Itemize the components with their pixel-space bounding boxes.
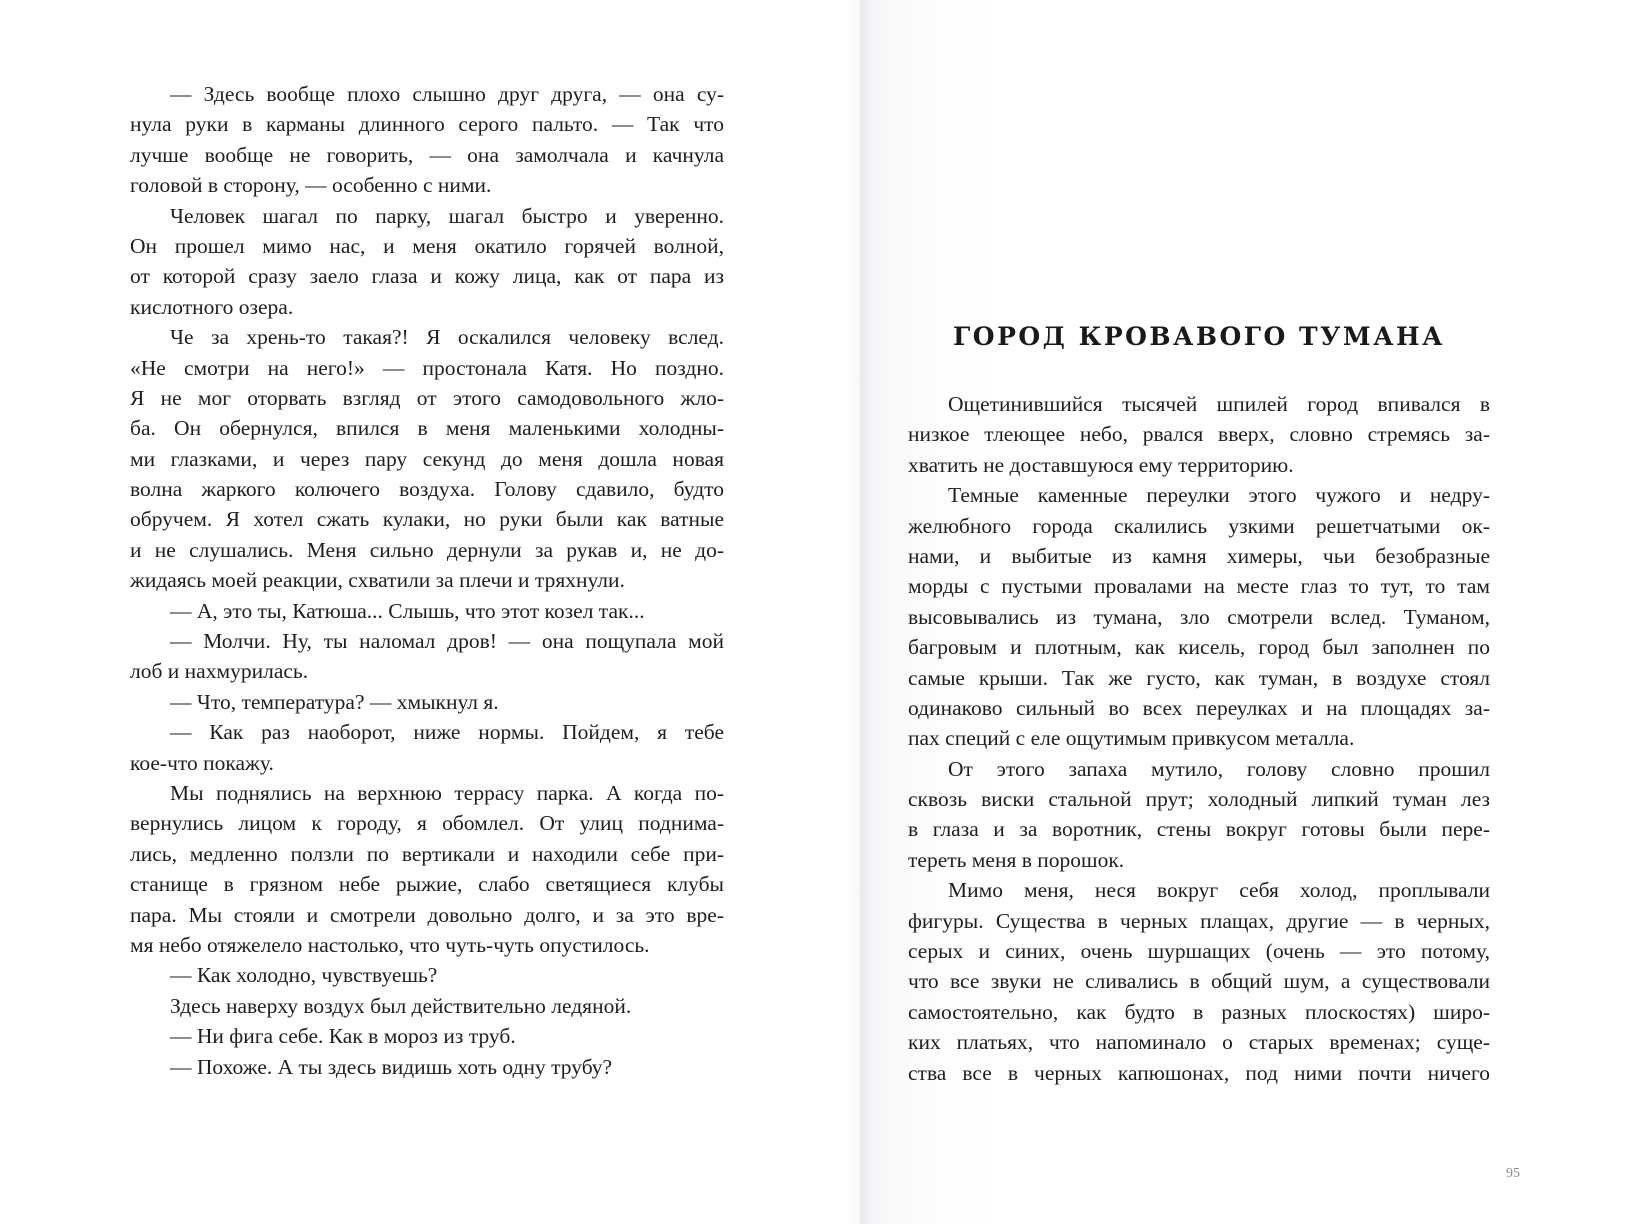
text-line: кислотного озера. bbox=[130, 294, 294, 319]
text-line: — Здесь вообще плохо слышно друг друга, — она су- bbox=[170, 82, 724, 106]
text-line: — Что, температура? — хмыкнул я. bbox=[170, 689, 499, 714]
text-line: «Не смотри на него!» — простонала Катя. Но поздно. bbox=[130, 355, 724, 380]
text-line: вернулись лицом к городу, я обомлел. От улиц поднима- bbox=[130, 811, 724, 836]
text-line: Че за хрень-то такая?! Я оскалился человеку вслед. bbox=[170, 325, 724, 350]
text-line: От этого запаха мутило, голову словно прошил bbox=[948, 756, 1490, 781]
text-line: высовывались из тумана, зло смотрели вслед. Туманом, bbox=[908, 604, 1490, 629]
text-line: ства все в черных капюшонах, под ними почти ничего bbox=[908, 1060, 1490, 1085]
text-line: обручем. Я хотел сжать кулаки, но руки были как ватные bbox=[130, 507, 724, 532]
text-line: и не слушались. Меня сильно дернули за рукав и, не до- bbox=[130, 537, 724, 562]
right-page-body-text bbox=[908, 389, 1490, 1088]
text-line: пах специй с еле ощутимым привкусом металла. bbox=[908, 726, 1355, 751]
text-line: — Молчи. Ну, ты наломал дров! — она пощупала мой bbox=[170, 629, 724, 654]
text-line: Ощетинившийся тысячей шпилей город впивался в bbox=[948, 392, 1490, 416]
text-line: нами, и выбитые из камня химеры, чьи безобразные bbox=[908, 543, 1490, 568]
text-line: багровым и плотным, как кисель, город был заполнен по bbox=[908, 635, 1490, 660]
text-line: самостоятельно, как будто в разных плоскостях) широ- bbox=[908, 999, 1490, 1024]
page-number: 95 bbox=[1506, 1166, 1520, 1181]
text-line: в глаза и за воротник, стены вокруг готовы были пере- bbox=[908, 817, 1490, 842]
text-line: сквозь виски стальной прут; холодный липкий туман лез bbox=[908, 787, 1490, 812]
text-line: ба. Он обернулся, впился в меня маленькими холодны- bbox=[130, 416, 724, 441]
text-line: лись, медленно ползли по вертикали и находили себе при- bbox=[130, 841, 724, 866]
text-line: кое-что покажу. bbox=[130, 750, 274, 775]
text-line: пара. Мы стояли и смотрели довольно долго, и за это вре- bbox=[130, 902, 724, 927]
text-line: Темные каменные переулки этого чужого и недру- bbox=[948, 483, 1490, 508]
text-line: одинаково сильный во всех переулках и на площадях за- bbox=[908, 695, 1490, 720]
text-line: Мы поднялись на верхнюю террасу парка. А когда по- bbox=[170, 780, 724, 805]
text-line: фигуры. Существа в черных плащах, другие — в черных, bbox=[908, 908, 1490, 933]
chapter-title: ГОРОД КРОВАВОГО ТУМАНА bbox=[953, 322, 1445, 351]
text-line: низкое тлеющее небо, рвался вверх, словно стремясь за- bbox=[908, 422, 1490, 447]
text-line: волна жаркого колючего воздуха. Голову сдавило, будто bbox=[130, 477, 724, 502]
text-line: жидаясь моей реакции, схватили за плечи и тряхнули. bbox=[130, 568, 625, 593]
text-line: лоб и нахмурилась. bbox=[130, 659, 309, 684]
text-line: лучше вообще не говорить, — она замолчала и качнула bbox=[130, 142, 724, 167]
text-line: Я не мог оторвать взгляд от этого самодовольного жло- bbox=[130, 385, 724, 410]
text-line: Здесь наверху воздух был действительно ледяной. bbox=[170, 993, 632, 1018]
text-line: от которой сразу заело глаза и кожу лица, как от пара из bbox=[130, 264, 724, 289]
text-line: хватить не доставшуюся ему территорию. bbox=[908, 452, 1294, 477]
text-line: станище в грязном небе рыжие, слабо светящиеся клубы bbox=[130, 872, 724, 897]
text-line: Он прошел мимо нас, и меня окатило горячей волной, bbox=[130, 233, 724, 258]
text-line: головой в сторону, — особенно с ними. bbox=[130, 173, 492, 198]
text-line: ми глазками, и через пару секунд до меня дошла новая bbox=[130, 446, 724, 471]
text-line: серых и синих, очень шуршащих (очень — это потому, bbox=[908, 939, 1490, 964]
right-page bbox=[860, 0, 1635, 1224]
text-line: самые крыши. Так же густо, как туман, в воздухе стоял bbox=[908, 665, 1490, 690]
text-line: — Как холодно, чувствуешь? bbox=[170, 963, 438, 988]
text-line: — Как раз наоборот, ниже нормы. Пойдем, я тебе bbox=[170, 720, 724, 745]
text-line: — Ни фига себе. Как в мороз из труб. bbox=[170, 1024, 516, 1049]
text-line: Человек шагал по парку, шагал быстро и уверенно. bbox=[170, 203, 724, 228]
text-line: ких платьях, что напоминало о старых временах; суще- bbox=[908, 1030, 1490, 1055]
book-gutter bbox=[848, 0, 872, 1224]
text-line: тереть меня в порошок. bbox=[908, 847, 1125, 872]
text-line: нула руки в карманы длинного серого пальто. — Так что bbox=[130, 112, 724, 137]
text-line: желюбного города скалились узкими решетчатыми ок- bbox=[908, 513, 1490, 538]
text-line: — Похоже. А ты здесь видишь хоть одну трубу? bbox=[170, 1054, 613, 1079]
text-line: Мимо меня, неся вокруг себя холод, проплывали bbox=[948, 878, 1490, 903]
text-line: что все звуки не сливались в общий шум, а существовали bbox=[908, 969, 1490, 994]
text-line: мя небо отяжелело настолько, что чуть-чуть опустилось. bbox=[130, 932, 650, 957]
text-line: морды с пустыми провалами на месте глаз то тут, то там bbox=[908, 574, 1490, 599]
left-page-body-text bbox=[130, 79, 724, 1082]
text-line: — А, это ты, Катюша... Слышь, что этот козел так... bbox=[170, 598, 645, 623]
